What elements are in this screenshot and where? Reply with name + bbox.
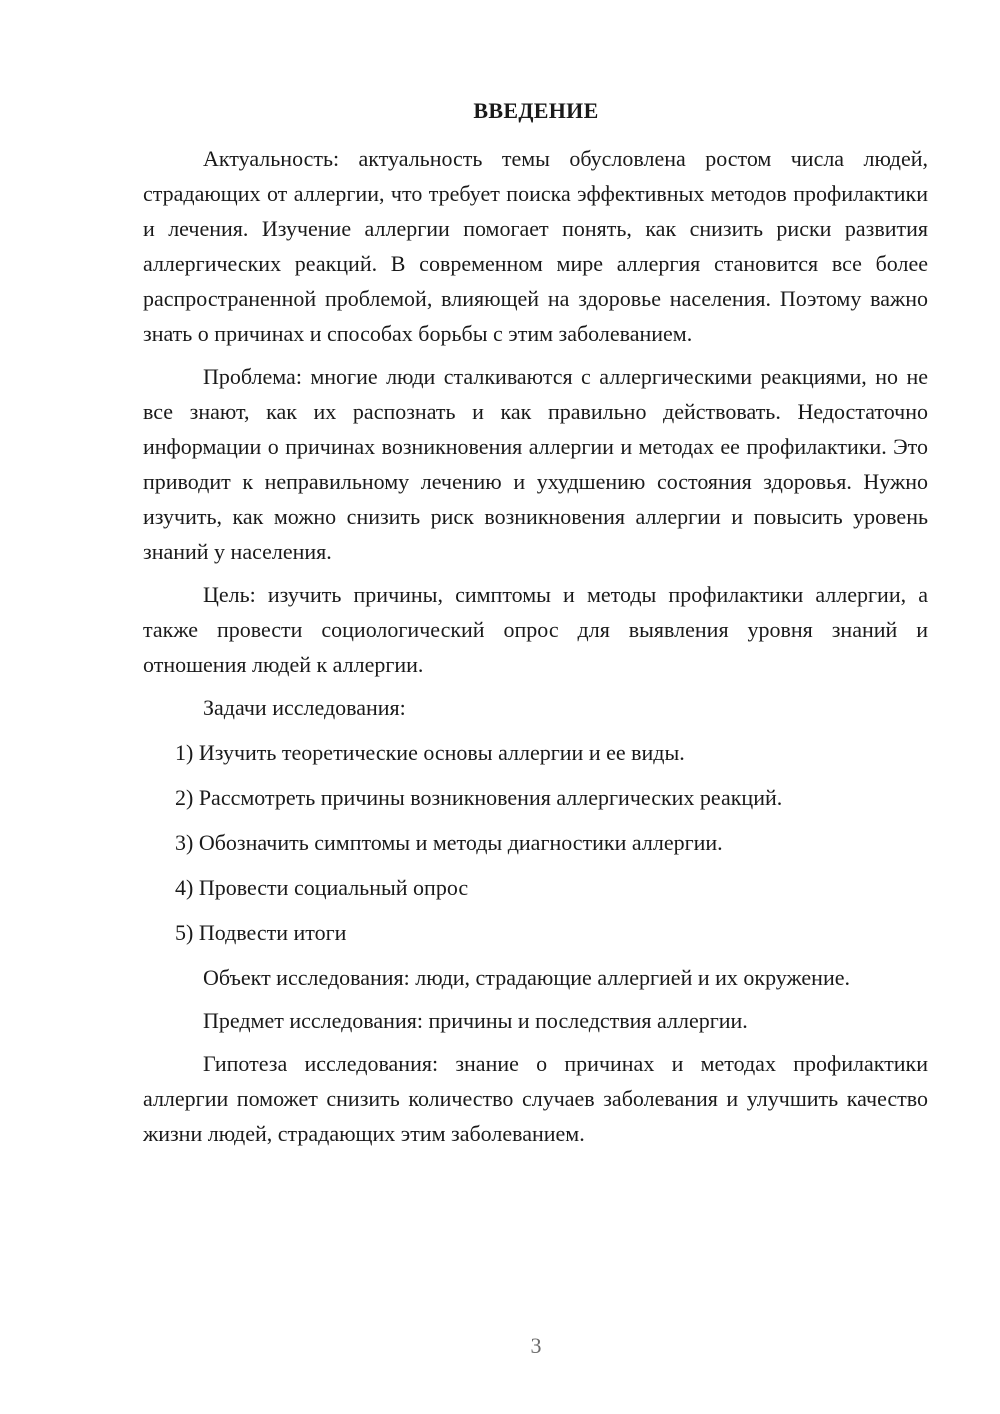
paragraph-hypothesis: Гипотеза исследования: знание о причинах и методах профилактики аллергии поможет снизить количество случаев заболевания и улучшить качество жизни людей, страдающих этим заболеванием. xyxy=(143,1051,928,1146)
body-text xyxy=(143,141,928,1151)
page-title: ВВЕДЕНИЕ xyxy=(473,98,599,123)
tasks-list xyxy=(143,735,928,950)
list-item: 1) Изучить теоретические основы аллергии и ее виды. xyxy=(175,740,685,765)
paragraph-object: Объект исследования: люди, страдающие аллергией и их окружение. xyxy=(203,965,850,990)
paragraph-subject: Предмет исследования: причины и последствия аллергии. xyxy=(203,1008,748,1033)
list-item: 3) Обозначить симптомы и методы диагностики аллергии. xyxy=(175,830,723,855)
list-item: 5) Подвести итоги xyxy=(175,920,347,945)
paragraph-problem: Проблема: многие люди сталкиваются с аллергическими реакциями, но не все знают, как их распознать и как правильно действовать. Недостаточно информации о причинах возникновения аллергии и методах ее профилактики. Это приводит к неправильному лечению и ухудшению состояния здоровья. Нужно изучить, как можно снизить риск возникновения аллергии и повысить уровень знаний у населения. xyxy=(143,364,928,564)
tasks-heading: Задачи исследования: xyxy=(203,695,406,720)
list-item: 2) Рассмотреть причины возникновения аллергических реакций. xyxy=(175,785,783,810)
page-number: 3 xyxy=(530,1333,542,1358)
paragraph-relevance: Актуальность: актуальность темы обусловлена ростом числа людей, страдающих от аллергии, что требует поиска эффективных методов профилактики и лечения. Изучение аллергии помогает понять, как снизить риски развития аллергических реакций. В современном мире аллергия становится все более распространенной проблемой, влияющей на здоровье населения. Поэтому важно знать о причинах и способах борьбы с этим заболеванием. xyxy=(143,146,928,346)
list-item: 4) Провести социальный опрос xyxy=(175,875,469,900)
paragraph-goal: Цель: изучить причины, симптомы и методы профилактики аллергии, а также провести социологический опрос для выявления уровня знаний и отношения людей к аллергии. xyxy=(143,582,928,677)
